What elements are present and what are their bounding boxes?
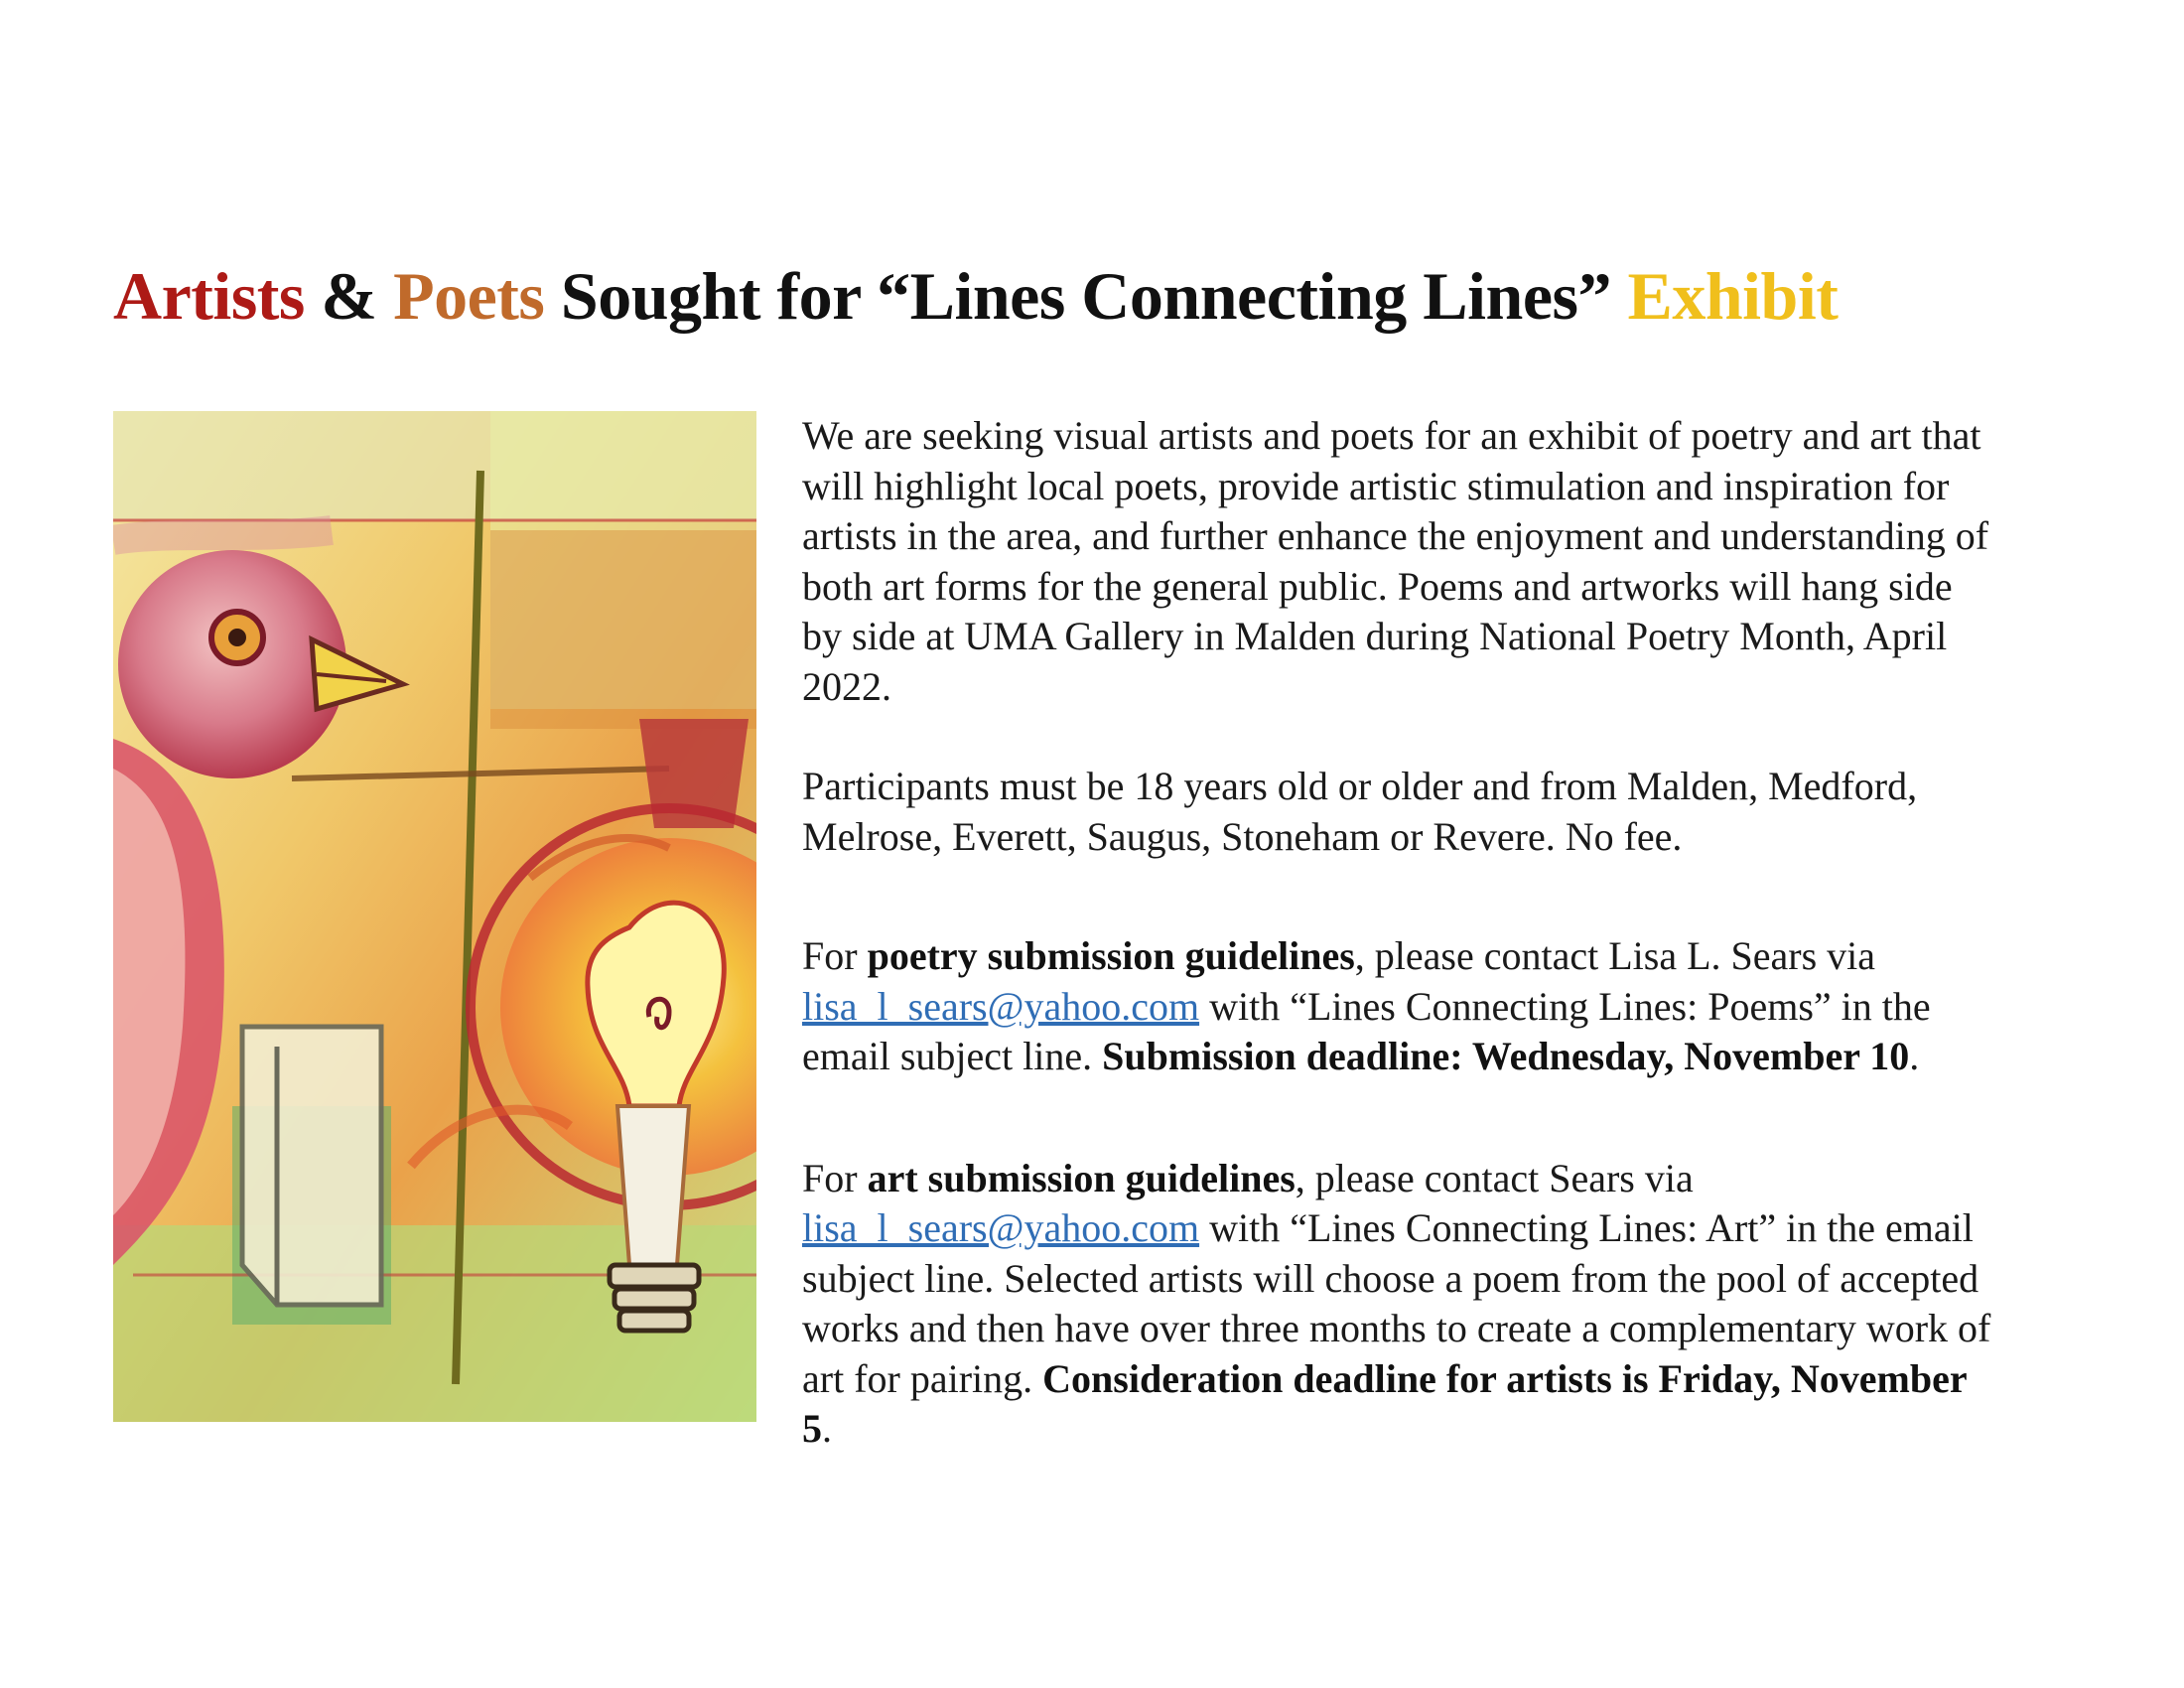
artwork-painting bbox=[113, 411, 756, 1422]
eligibility-paragraph: Participants must be 18 years old or older and from Malden, Medford, Melrose, Everett, Saugus, Stoneham or Revere. No fee. bbox=[802, 764, 1918, 859]
art-prefix: For bbox=[802, 1155, 868, 1200]
title-middle-text: Sought for “Lines Connecting Lines” bbox=[560, 258, 1611, 334]
art-subject-text: with “Lines Connecting Lines: Art” in the email subject line. Selected artists will choose a poem from the pool of accepted works and then have over three months to create a complementary work of art for pairing. bbox=[802, 1205, 1991, 1401]
intro-paragraph: We are seeking visual artists and poets for an exhibit of poetry and art that will highlight local poets, provide artistic stimulation and inspiration for artists in the area, and further enhance the enjoyment and understanding of both art forms for the general public. Poems and artworks will hang side by side at UMA Gallery in Malden during National Poetry Month, April 2022. bbox=[802, 413, 1989, 709]
text-column bbox=[802, 411, 1993, 1455]
title-word-exhibit: Exhibit bbox=[1627, 258, 1839, 334]
poetry-contact-text: , please contact Lisa L. Sears via bbox=[1354, 933, 1876, 978]
poetry-subject-text: with “Lines Connecting Lines: Poems” in the email subject line. bbox=[802, 983, 1931, 1078]
art-guidelines-label: art submission guidelines bbox=[867, 1155, 1296, 1200]
art-contact-text: , please contact Sears via bbox=[1295, 1155, 1694, 1200]
poetry-guidelines-label: poetry submission guidelines bbox=[867, 933, 1355, 978]
poetry-prefix: For bbox=[802, 933, 868, 978]
poetry-email-link[interactable]: lisa_l_sears@yahoo.com bbox=[802, 983, 1200, 1029]
page-title bbox=[113, 256, 1838, 336]
painting-bird-and-lightbulb-icon bbox=[113, 411, 756, 1422]
poetry-end: . bbox=[1909, 1034, 1920, 1078]
art-deadline: Consideration deadline for artists is Friday, November 5 bbox=[802, 1355, 1967, 1451]
poetry-deadline: Submission deadline: Wednesday, November 10 bbox=[1102, 1034, 1910, 1078]
title-word-artists: Artists bbox=[113, 258, 305, 334]
art-guidelines-paragraph bbox=[802, 1154, 1993, 1455]
art-email-link[interactable]: lisa_l_sears@yahoo.com bbox=[802, 1205, 1200, 1250]
title-word-poets: Poets bbox=[393, 258, 545, 334]
poetry-guidelines-paragraph bbox=[802, 931, 1993, 1082]
art-end: . bbox=[822, 1406, 832, 1451]
title-ampersand: & bbox=[321, 258, 377, 334]
